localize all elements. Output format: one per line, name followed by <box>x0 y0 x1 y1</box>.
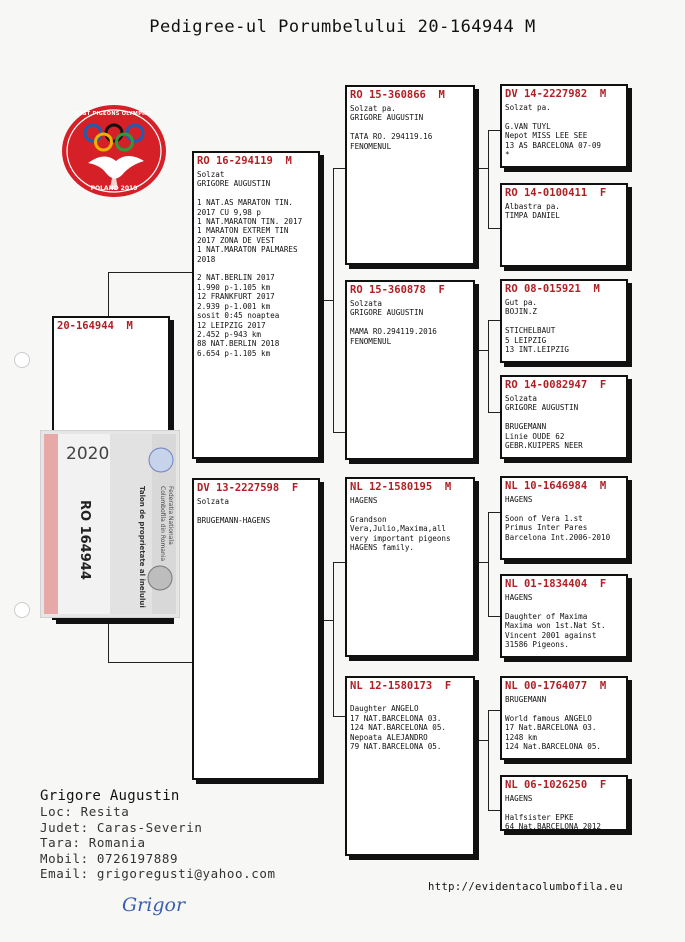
owner-name: Grigore Augustin <box>40 788 180 804</box>
ring-number: RO 16-294119 M <box>197 155 292 167</box>
pedigree-box-dam-sire <box>345 477 475 657</box>
pedigree-box-dam <box>192 478 320 780</box>
pedigree-box-gen3-3 <box>500 279 628 363</box>
page-title: Pedigree-ul Porumbelului 20-164944 M <box>149 17 536 37</box>
pigeon-notes: HAGENS Halfsister EPKE 64 Nat.BARCELONA 2012 <box>505 794 602 831</box>
logo-text-top: BEST PIGEONS OLYMPIAD <box>75 111 153 117</box>
ring-number: NL 10-1646984 M <box>505 480 607 492</box>
ring-number: NL 01-1834404 F <box>505 578 607 590</box>
punch-hole <box>14 352 30 368</box>
pigeon-notes: Solzata GRIGORE AUGUSTIN BRUGEMANN Linie OUDE 62 GEBR.KUIPERS NEER <box>505 394 583 451</box>
pedigree-box-sire-dam <box>345 280 475 460</box>
pigeon-notes: Solzata GRIGORE AUGUSTIN MAMA RO.294119.2016 FENOMENUL <box>350 299 437 346</box>
pedigree-box-sire-sire <box>345 85 475 265</box>
card-title: Talon de proprietate al inelului <box>138 486 146 608</box>
pedigree-box-sire <box>192 151 320 459</box>
ring-number: RO 14-0100411 F <box>505 187 607 199</box>
card-federation-2: Columbofila din Romania <box>159 486 166 562</box>
signature: Grigor <box>122 894 186 916</box>
ring-number: NL 00-1764077 M <box>505 680 607 692</box>
ring-number: DV 13-2227598 F <box>197 482 299 494</box>
pedigree-box-gen3-5 <box>500 476 628 560</box>
ring-number: RO 08-015921 M <box>505 283 600 295</box>
owner-county: Judet: Caras-Severin <box>40 819 203 835</box>
olympiad-logo <box>60 103 168 199</box>
ring-number: NL 12-1580173 F <box>350 680 452 692</box>
ring-number: RO 14-0082947 F <box>505 379 607 391</box>
ring-ownership-card <box>40 430 180 618</box>
owner-email: Email: grigoregusti@yahoo.com <box>40 866 276 881</box>
ring-number: 20-164944 M <box>57 320 133 332</box>
pigeon-notes: Solzat pa. G.VAN TUYL Nepot MISS LEE SEE 13 AS BARCELONA 07-09 * <box>505 103 602 160</box>
owner-country: Tara: Romania <box>40 835 146 850</box>
owner-info <box>40 788 276 882</box>
pedigree-box-dam-dam <box>345 676 475 856</box>
pedigree-box-gen3-6 <box>500 574 628 658</box>
pigeon-notes: Solzata BRUGEMANN-HAGENS <box>197 497 271 525</box>
pigeon-notes: Albastra pa. TIMPA DANIEL <box>505 202 560 221</box>
card-federation-1: Federatia Nationala <box>167 486 174 545</box>
punch-hole <box>14 602 30 618</box>
ring-number: NL 12-1580195 M <box>350 481 452 493</box>
pigeon-notes: HAGENS Soon of Vera 1.st Primus Inter Pares Barcelona Int.2006-2010 <box>505 495 611 542</box>
card-ring-number: RO 164944 <box>77 500 92 580</box>
pigeon-notes: Solzat pa. GRIGORE AUGUSTIN TATA RO. 294119.16 FENOMENUL <box>350 104 433 151</box>
owner-phone: Mobil: 0726197889 <box>40 850 179 866</box>
owner-location: Loc: Resita <box>40 804 130 819</box>
pedigree-box-gen3-8 <box>500 775 628 831</box>
pigeon-notes: HAGENS Grandson Vera,Julio,Maxima,all very important pigeons HAGENS family. <box>350 496 451 553</box>
pigeon-notes: BRUGEMANN World famous ANGELO 17 Nat.BARCELONA 03. 1248 km 124 Nat.BARCELONA 05. <box>505 695 602 752</box>
card-year: 2020 <box>66 444 110 464</box>
ring-number: DV 14-2227982 M <box>505 88 607 100</box>
pedigree-box-gen3-7 <box>500 676 628 760</box>
pedigree-box-gen3-4 <box>500 375 628 459</box>
pigeon-notes: HAGENS Daughter of Maxima Maxima won 1st.Nat St. Vincent 2001 against 31586 Pigeons. <box>505 593 606 650</box>
pedigree-box-gen3-2 <box>500 183 628 267</box>
pigeon-notes: Daughter ANGELO 17 NAT.BARCELONA 03. 124 NAT.BARCELONA 05. Nepoata ALEJANDRO 79 NAT.BARCELONA 05. <box>350 704 447 752</box>
ring-number: RO 15-360866 M <box>350 89 445 101</box>
ring-number: RO 15-360878 F <box>350 284 445 296</box>
pigeon-notes: Gut pa. BOJIN.Z STICHELBAUT 5 LEIPZIG 13 INT.LEIPZIG <box>505 298 570 355</box>
website-url: http://evidentacolumbofila.eu <box>428 881 623 893</box>
ring-number: NL 06-1026250 F <box>505 779 607 791</box>
pedigree-box-gen3-1 <box>500 84 628 168</box>
logo-text-bottom: POLAND 2019 <box>90 185 138 192</box>
pigeon-notes: Solzat GRIGORE AUGUSTIN 1 NAT.AS MARATON TIN. 2017 CU 9,98 p 1 NAT.MARATON TIN. 2017 1 MARATON EXTREM TIN 2017 ZONA DE VEST 1 NAT.MARATON PALMARES 2018 2 NAT.BERLIN 2017 1.990 p-1.105 km 12 FRANKFURT 2017 2.939 p-1.001 km sosit 0:45 noaptea 12 LEIPZIG 2017 2.452 p-943 km 88 NAT.BERLIN 2018 6.654 p-1.105 km <box>197 170 303 358</box>
